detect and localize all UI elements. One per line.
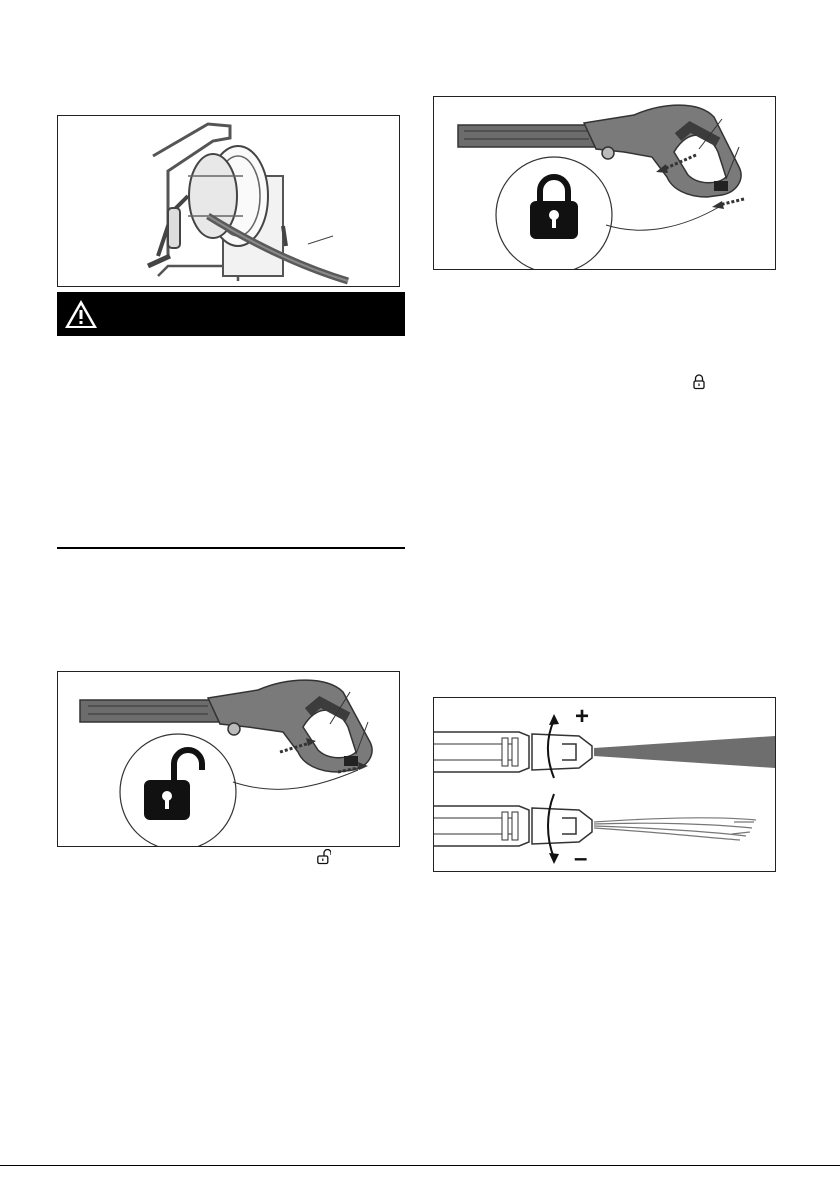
pressure-plus-label: + bbox=[575, 703, 590, 730]
section-divider bbox=[57, 547, 405, 549]
gun-unlocked-figure bbox=[57, 671, 400, 847]
hose-reel-figure bbox=[57, 115, 400, 287]
gun-locked-figure bbox=[433, 96, 776, 270]
warning-triangle-icon bbox=[63, 297, 99, 331]
spray-jet-focused bbox=[594, 736, 775, 768]
unlocked-symbol-icon bbox=[317, 849, 331, 865]
pressure-minus-label: – bbox=[574, 845, 588, 871]
warning-banner bbox=[57, 292, 405, 336]
hose-reel-illustration bbox=[58, 116, 399, 286]
nozzle-adjust-figure bbox=[433, 697, 776, 872]
spray-jet-fan bbox=[594, 818, 756, 840]
footer-rule bbox=[0, 1165, 840, 1166]
locked-symbol-icon bbox=[692, 374, 706, 390]
